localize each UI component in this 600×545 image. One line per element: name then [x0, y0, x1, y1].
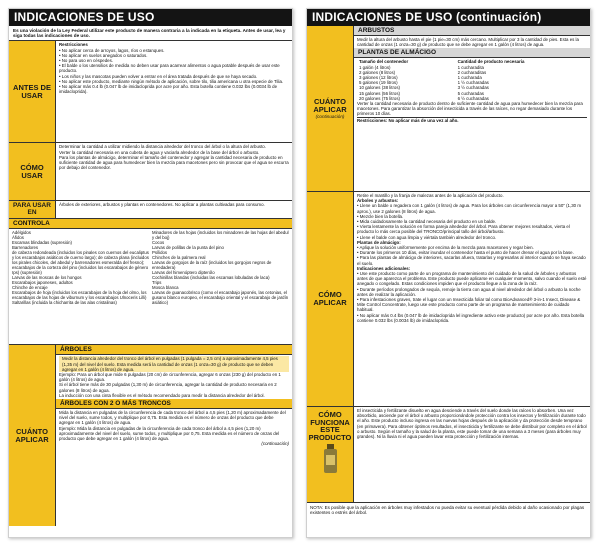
- arbustos-text: Medir la altura del arbusto hasta el pie (1 pie=30 cm) más cercano. Multiplicar por 3 la cantidad de pies. Esta es la cantidad de onzas (1 onza=30 g) de producto que se debe agregar en 1 galón (4 litros) de agua.: [357, 37, 579, 48]
- pest-item: Larvas de polillas de la punta del pino: [152, 245, 224, 251]
- table-cell: 1 ½ cucharadas: [457, 80, 489, 86]
- right-page: [306, 8, 591, 538]
- page-header: INDICACIONES DE USO: [9, 9, 292, 26]
- pest-item: Minadores de las hojas (incluidos los minadores de las hojas del abedul y del boj): [152, 230, 289, 241]
- restriction-item: • No aplicar en suelos anegados o saturados.: [59, 52, 148, 58]
- como-line: Para los plantas de almácigo, determinar el tamaño del contenedor y agregar la cantidad necesaria de producto en suficiente cantidad de agua para humedecer bien la mezcla para macetones pero sin provocar que el agua se escurra por debajo del contenedor.: [59, 154, 289, 171]
- para-usar-en-section: [9, 201, 292, 219]
- section-label-text: CÓMO FUNCIONA ESTE PRODUCTO: [308, 410, 352, 442]
- cuanto-aplicar-section: [9, 345, 292, 526]
- como-line: • Aplique la solución uniformemente por encima de la mezcla para macetones y regar bien.: [357, 245, 534, 251]
- pest-item: Larvas de guanacobrisco (como el escarabajo japonés, las cetonias, el gusano blanco europeo, el escarabajo oriental y el escarabajo de jardín asiático): [152, 290, 289, 306]
- pest-item: Psílidos: [152, 250, 168, 256]
- nota-text: NOTA: Es posible que la aplicación en árboles muy infestados no pueda evitar su eventual pérdida debido al daño ocasionado por plagas existentes o estrés del árbol.: [310, 505, 585, 516]
- table-header: Cantidad de producto necesaria: [457, 59, 525, 65]
- table-cell: 1 cucharada: [457, 75, 482, 81]
- container-table: [357, 59, 587, 101]
- cuanto-aplicar-cont-section: [307, 26, 590, 192]
- pest-item: Adélgidos: [12, 230, 31, 236]
- cuanto-line: Si el árbol tiene más de 30 pulgadas (1,30 m) de circunferencia, agregar la cantidad de producto necesaria en 2 galones (8 litros) de agua.: [59, 382, 277, 393]
- pest-item: Chinches de la palmera real: [152, 255, 206, 261]
- product-bottle-icon: [323, 444, 338, 474]
- table-cell: 5 galones (19 litros): [359, 80, 398, 86]
- como-line: • Mida cuidadosamente la cantidad necesaria del producto en un balde.: [357, 219, 497, 225]
- pest-item: Larvas del himenóptero dipterólo: [152, 270, 215, 276]
- table-cell: 20 galones (75 litros): [359, 95, 401, 101]
- como-line: Determinar la cantidad a utilizar midiendo la distancia alrededor del tronco del árbol o la altura del arbusto.: [59, 144, 266, 150]
- multi-trunk-title: ÁRBOLES CON 2 O MÁS TRONCOS: [56, 399, 292, 409]
- table-header: Tamaño del contenedor: [359, 59, 409, 65]
- como-subtitle: Árboles y arbustos:: [357, 198, 399, 204]
- left-page: [8, 8, 293, 538]
- table-cell: 10 galones (38 litros): [359, 85, 401, 91]
- section-label: CUÁNTO APLICAR: [9, 345, 56, 526]
- pest-item: Cochinillas blandas (incluidas las escamas lobuladas de laca): [152, 275, 270, 281]
- como-line: • Llene el balde con agua limpia y viértala también alrededor del tronco.: [357, 234, 497, 240]
- cuanto-line: Medir la distancia alrededor del tronco del árbol en pulgadas (1 pulgada = 2,5 cm) a aproximadamente 4,5 pies (1,35 m) del nivel del suelo. Esta medida será la cantidad de onzas (1 onza=30 g) de producto que se deben agregar en 1 galón (4 litros) de agua.: [59, 356, 289, 372]
- pest-item: Áfidos: [12, 235, 24, 241]
- pest-item: Barrenadores: [12, 245, 39, 251]
- pest-item: Trips: [152, 280, 162, 286]
- controla-title: CONTROLA: [9, 219, 292, 229]
- multi-trunk-line: Ejemplo: Mida la distancia en pulgadas de la circunferencia de cada tronco del árbol a 4,5 pies (1,20 m) aproximadamente del nivel del suelo, sume todos, y multiplique por 0,75. Esta medida es el número de onzas del producto que debe agregar en 1 galón (4 litros) de agua.: [59, 425, 280, 442]
- pest-item: Cocos: [152, 240, 165, 246]
- como-line: • Durante los primeros 10 días, evitar inundar el contenedor hasta el punto de hacer drenar el agua por la base.: [357, 250, 574, 256]
- section-label: [307, 407, 354, 502]
- arboles-title: ÁRBOLES: [56, 345, 292, 355]
- legal-warning: Es una violación de la Ley Federal utilizar este producto de manera contraria a la indicada en la etiqueta. Antes de usar, lea y siga todas las indicaciones de uso.: [9, 26, 292, 41]
- restriction-item: • No para uso en céspedes.: [59, 58, 114, 64]
- multi-trunk-line: Mida la distancia en pulgadas de la circunferencia de cada tronco del árbol a 4,5 pies (1,20 m) aproximadamente del nivel del suelo, sume todos, y multiplique por 0,75. Esta medida es el número de onzas del producto que debe agregar en 1 galón (4 litros) de agua.: [59, 410, 286, 426]
- pest-list: [9, 229, 292, 345]
- restrictions-title: Restricciones: [59, 42, 88, 48]
- como-subtitle: Plantas de almácigo:: [357, 239, 401, 245]
- table-cell: 1 galón (4 litros): [359, 64, 391, 70]
- restriction-item: • El balde o los utensilios de medida no deben usar para acarrear alimentos o agua potable después de usar este producto.: [59, 63, 280, 74]
- como-line: • Para infestaciones graves, trate el lugar con un Insecticida foliar tal como BioAdvanced® 3-in-1 Insect, Disease & Mite Control Concentrate, luego use este producto como parte de un programa de mantenimiento de cuidado habitual.: [357, 297, 581, 313]
- pest-item: Escarabajos japoneses, adultos: [12, 280, 73, 286]
- como-usar-section: [9, 143, 292, 201]
- como-line: • Llene un balde o regadera con 1 galón (4 litros) de agua. Para los árboles con circunferencia mayor a 50" (1,30 m aprox.), use 2 galones (8 litros) de agua.: [357, 203, 581, 214]
- restriction-item: • No aplicar este producto, mediante ningún método de aplicación, sobre tilo, tilia americana u otra especie de Tilia.: [59, 78, 284, 84]
- como-line: • Vierta lentamente la solución en forma pareja alrededor del árbol. Para obtener mejores resultados, vierta el producto lo más cerca posible del TRONCO/principal tallo del árbol/arbusto.: [357, 224, 570, 235]
- como-line: Retire el mantillo y la franja de malezas antes de la aplicación del producto.: [357, 193, 504, 198]
- table-cell: 1 cucharadita: [457, 64, 484, 70]
- table-cell: 2 galones (8 litros): [359, 69, 396, 75]
- restriction-note: Restricciones: No aplicar más de una vez al año.: [357, 117, 587, 123]
- cuanto-line: La inducción con una cinta flexible es el método recomendado para medir la distancia alrededor del árbol.: [59, 392, 265, 398]
- section-sublabel: (continuación): [315, 113, 345, 119]
- como-line: • Durante períodos prolongados de sequía, remoje la tierra con agua al nivel alrededor del árbol o arbusto la noche antes de realizar la aplicación.: [357, 286, 581, 297]
- cuanto-line: Ejemplo: Para un árbol que mide 6 pulgadas (20 cm) de circunferencia, agregar 6 onzas (230 g) del producto en 1 galón (4 litros) de agua.: [59, 372, 281, 383]
- como-line: • Mezcle bien la botella.: [357, 213, 404, 219]
- como-line: • No aplicar más 0.4 lbs (0.047 lb de imidacloprida lel ingrediente activo este producto) por acre por año. Esta botella contiene 0.032 lbs (0.0034 lb) de imidacloprida.: [357, 312, 585, 323]
- table-cell: 6 ½ cucharadas: [457, 95, 489, 101]
- section-label: ANTES DE USAR: [9, 41, 56, 142]
- plantas-title: PLANTAS DE ALMÁCIGO: [354, 48, 590, 58]
- para-usar-text: Árboles de exteriores, arbustos y plantas en contenedores. No aplicar a plantas cultivadas para consumo.: [59, 202, 265, 208]
- pest-item: Larvas de gorgojos de la raíz (incluidos los gorgojos negros de enredadera): [152, 260, 272, 271]
- pest-item: Saltarillas (incluida la chicharrita de las alas cristalinas): [12, 300, 117, 306]
- arbustos-title: ARBUSTOS: [354, 26, 590, 36]
- pest-item: Escamas blindadas (supresión): [12, 240, 72, 246]
- como-funciona-section: [307, 407, 590, 503]
- section-label: CÓMO APLICAR: [307, 192, 354, 406]
- section-label: PARA USAR EN: [9, 201, 56, 218]
- como-subtitle: Indicaciones adicionales:: [357, 265, 411, 271]
- table-cell: 15 galones (56 litros): [359, 90, 401, 96]
- pest-item: de cabeza redondeada (incluidos los pinales con cuernos del eucaliptus y los escarabajos asiáticos de cuerno largo); de cabeza plana (incluidos los pirales chicoles, del abedul y barrenadores esmeralda del fresno); escarabajos de la corteza del pino (incluidos los escarabajos de género Ips) (supresión): [12, 250, 149, 276]
- pest-item: Larvas de las moscas de los hongos: [12, 275, 82, 281]
- restriction-item: • No aplicar cerca de arroyos, lagos, ríos o estanques.: [59, 47, 165, 53]
- como-line: • Para las plantas de almácigo de interiores, sacarlas afuera, tratarlas y regresarlas al interior cuando se haya secado el suelo.: [357, 255, 586, 266]
- plantas-note: Verter la cantidad necesaria de producto dentro de suficiente cantidad de agua para humedecer bien la mezcla para macetones. Para garantizar la absorción del insecticida a través de las raíces, no regar demasiado durante los primeros 10 días.: [357, 101, 583, 117]
- restriction-item: • Los niños y las mascotas pueden volver a entrar en el área tratada después de que se haya secado.: [59, 73, 258, 79]
- page-header: INDICACIONES DE USO (continuación): [307, 9, 590, 26]
- table-cell: 5 cucharadas: [457, 90, 484, 96]
- pest-item: Chinche de encaje: [12, 285, 48, 291]
- table-cell: 3 ½ cucharadas: [457, 85, 489, 91]
- pest-item: Escarabajos de hoja (incluidos los escarabajos de la hoja del olmo, los escarabajos de las hojas de viburnum y los escarabajos Ulnoceris Lilli): [12, 290, 147, 301]
- como-aplicar-section: [307, 192, 590, 407]
- restriction-item: • No aplicar más 0.4 lb (0.047 lb de imidacloprida por acre por año. Esta botella contiene 0.032 lbs (0.0034 lb de imidacloprida).: [59, 84, 278, 95]
- section-label-text: CUÁNTO APLICAR: [313, 97, 347, 114]
- section-label: CÓMO USAR: [9, 143, 56, 200]
- section-label: [307, 26, 354, 191]
- funciona-text: El insecticida y fertilizante disuelto en agua desciende a través del suelo donde las raíces lo absorben. Una vez absorbido, asciende por el árbol o arbusto proporcionándole protección contra los insectos y fertilización durante todo el año. Este producto incluso ingresa en las nuevas hojas después de la aplicación y da protección desde temprano (en primavera). Para obtener óptimos resultados, el insecticida y fertilizante se debe distribuir por completo en el árbol o arbusto. Según el tamaño y la salud de la planta, este puede tomar de una semana a 3 meses (para árboles muy grandes). Ni la lluvia ni el agua pueden lavar esta protección y fertilización internas.: [357, 408, 587, 440]
- table-cell: 3 galones (12 litros): [359, 75, 398, 81]
- antes-de-usar-section: [9, 41, 292, 143]
- table-cell: 2 cucharaditas: [457, 69, 487, 75]
- pest-item: Mosca blanca: [152, 285, 179, 291]
- como-line: • Use este producto como parte de un programa de mantenimiento del cuidado de la salud de árboles y arbustos antes de que aparezca el problema. Este producto puede aplicarse en cualquier momento, salvo cuando el suelo esté anegado o congelado. Estas condiciones impiden que el producto llegue a la zona de la raíz.: [357, 271, 587, 287]
- continuation-note: (continuación): [261, 441, 289, 447]
- como-line: Verter la cantidad necesaria en una cubeta de agua y vaciarla alrededor de la base del árbol o arbusto.: [59, 149, 260, 155]
